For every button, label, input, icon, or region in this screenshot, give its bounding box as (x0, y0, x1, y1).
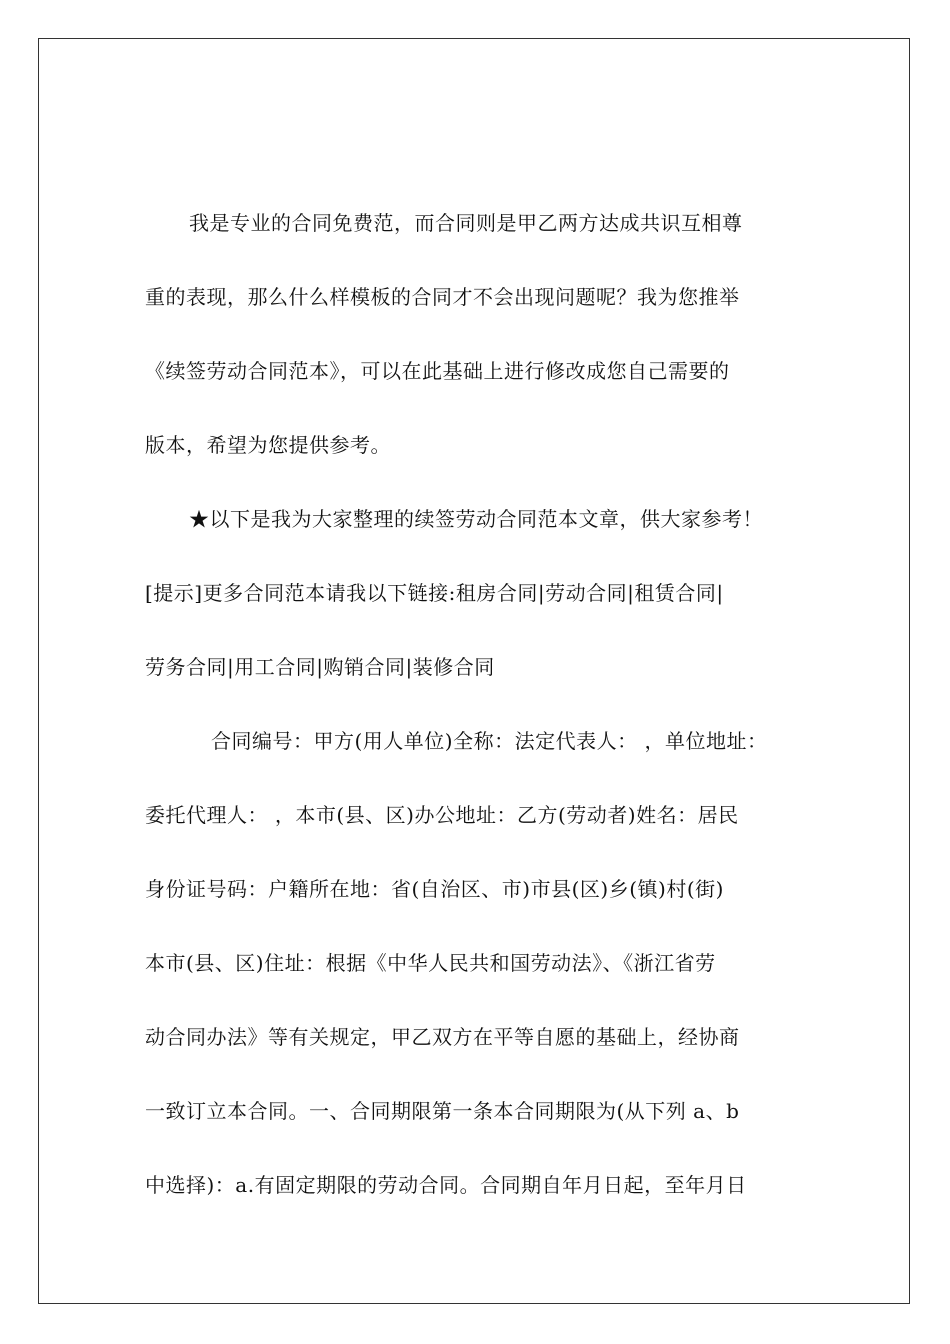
contract-line-5: 动合同办法》等有关规定，甲乙双方在平等自愿的基础上，经协商 (145, 1025, 740, 1049)
intro-line-3: 《续签劳动合同范本》，可以在此基础上进行修改成您自己需要的 (145, 359, 730, 383)
document-body (145, 203, 825, 1239)
contract-line-7: 中选择)：a.有固定期限的劳动合同。合同期自年月日起，至年月日 (145, 1173, 747, 1197)
intro-line-2: 重的表现，那么什么样模板的合同才不会出现问题呢？我为您推举 (145, 285, 740, 309)
contract-line-4: 本市(县、区)住址：根据《中华人民共和国劳动法》、《浙江省劳 (145, 951, 716, 975)
intro-line-4: 版本，希望为您提供参考。 (145, 433, 391, 457)
tip-links-line-1: [提示]更多合同范本请我以下链接:租房合同|劳动合同|租赁合同| (145, 581, 724, 605)
intro-line-1: 我是专业的合同免费范，而合同则是甲乙两方达成共识互相尊 (189, 211, 743, 235)
tip-links-line-2: 劳务合同|用工合同|购销合同|装修合同 (145, 655, 495, 679)
contract-line-1: 合同编号：甲方(用人单位)全称：法定代表人： ，单位地址： (211, 729, 768, 753)
contract-line-6: 一致订立本合同。一、合同期限第一条本合同期限为(从下列 a、b (145, 1099, 740, 1123)
contract-line-2: 委托代理人： ，本市(县、区)办公地址：乙方(劳动者)姓名：居民 (145, 803, 739, 827)
contract-line-3: 身份证号码：户籍所在地：省(自治区、市)市县(区)乡(镇)村(街) (145, 877, 724, 901)
star-note-line: ★以下是我为大家整理的续签劳动合同范本文章，供大家参考！ (189, 507, 763, 531)
